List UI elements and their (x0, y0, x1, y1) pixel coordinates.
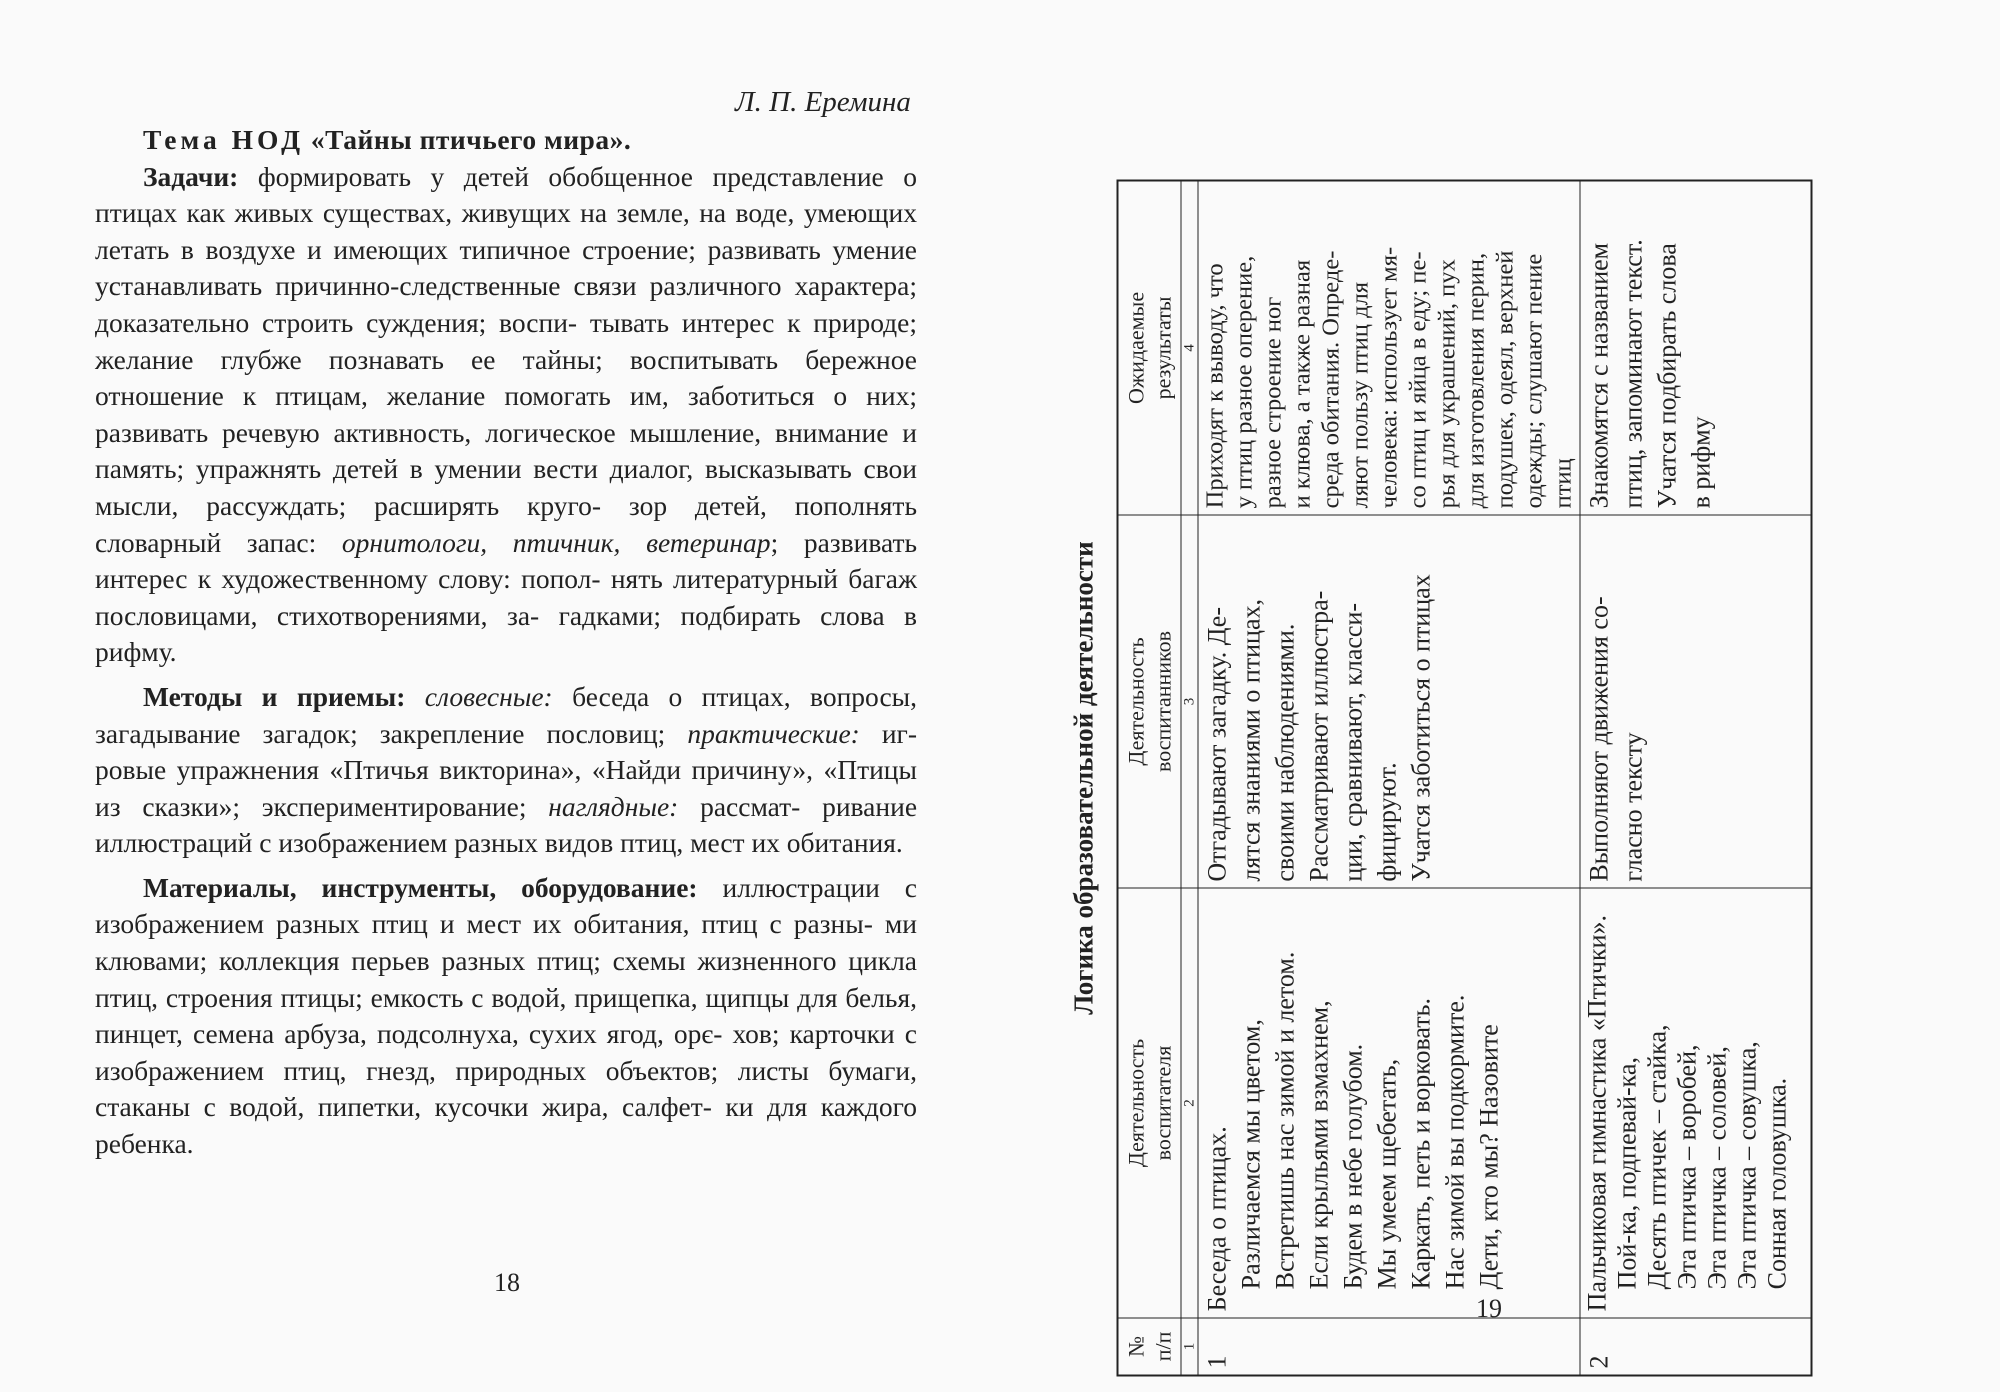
page-number-right: 19 (1476, 1294, 1502, 1323)
col-header-number: № п/п (1118, 1318, 1182, 1376)
materials-paragraph: Материалы, инструменты, оборудование: иллюстрации с изображением разных птиц и мест их обитания, птиц с разны- ми клювами; коллекция перьев разных птиц; схемы жизненного цикла птиц, строения птицы; емкость с водой, прищепка, щипцы для белья, пинцет, семена арбуза, подсолнуха, сухих ягод, орє- хов; карточки с изображением птиц, гнезд, природных объектов; листы бумаги, стаканы с водой, пипетки, кусочки жира, салфет- ки для каждого ребенка. (95, 871, 918, 1160)
table-header-row (1118, 181, 1182, 1376)
tasks-paragraph: Задачи: формировать у детей обобщенное представление о птицах как живых существах, живущих на земле, на воде, умеющих летать в воздухе и имеющих типичное строение; развивать умение устанавливать причинно-следственные связи различного характера; доказательно строить суждения; воспи- тывать интерес к природе; желание глубже познавать ее тайны; воспитывать бережное отношение к птицам, желание помогать им, заботиться о них; развивать речевую активность, логическое мышление, внимание и память; упражнять детей в умении вести диалог, высказывать свои мысли, рассуждать; расширять круго- зор детей, пополнять словарный запас: орнитологи, птичник, ветеринар; развивать интерес к художественному слову: попол- нять литературный багаж пословицами, стихотворениями, за- гадками; подбирать слова в рифму. (95, 160, 918, 668)
col-header-results: Ожидаемые результаты (1118, 181, 1182, 515)
methods-label: Методы и приемы: (143, 680, 406, 712)
author-name: Л. П. Еремина (735, 86, 911, 118)
page-number-left: 18 (494, 1268, 520, 1297)
table-row: 2 Пальчиковая гимнастика «Птички». Пой-ка, подпевай-ка, Десять птичек – стайка, Эта птичка – воробей, Эта птичка – соловей, Эта птичка – совушка, Сонная головушка. Выполняют движения со- гласно тексту Знакомятся с названием птиц, запоминают текст. Учатся подбирать слова в рифму (1580, 181, 1812, 1376)
activity-table (1117, 180, 1813, 1377)
left-page-body (95, 122, 917, 1163)
tasks-label: Задачи: (143, 160, 239, 192)
materials-label: Материалы, инструменты, оборудование: (143, 871, 698, 903)
table-row: 1 Беседа о птицах. Различаемся мы цветом, Встретишь нас зимой и летом. Если крыльями взмахнем, Будем в небе голубом. Мы умеем щебетать, Каркать, петь и ворковать. Нас зимой вы подкормите. Дети, кто мы? Назовите Отгадывают загадку. Де- лятся знаниями о птицах, своими наблюдениями. Рассматривают иллюстра- ции, сравнивают, класси- фицируют. Учатся заботиться о птицах Приходят к выводу, что у птиц разное оперение, разное строение ног и клюва, а также разная среда обитания. Опреде- ляют пользу птиц для человека: использует мя- со птиц и яйца в еду; пе- рья для украшений, пух для изготовления перин, подушек, одеял, верхней одежды; слушают пение птиц (1198, 181, 1580, 1376)
children-cell: Выполняют движения со- гласно тексту (1580, 515, 1812, 888)
table-heading: Логика образовательной деятельности (1068, 541, 1099, 1015)
column-number-row: 1 2 3 4 (1181, 181, 1198, 1376)
teacher-cell: Пальчиковая гимнастика «Птички». Пой-ка, подпевай-ка, Десять птичек – стайка, Эта птичка – воробей, Эта птичка – соловей, Эта птичка – совушка, Сонная головушка. (1580, 888, 1812, 1318)
children-cell: Отгадывают загадку. Де- лятся знаниями о птицах, своими наблюдениями. Рассматривают иллюстра- ции, сравнивают, класси- фицируют. Учатся заботиться о птицах (1198, 515, 1580, 888)
results-cell: Знакомятся с названием птиц, запоминают текст. Учатся подбирать слова в рифму (1580, 181, 1812, 515)
right-page (1000, 0, 2000, 1392)
col-header-teacher: Деятельность воспитателя (1118, 888, 1182, 1318)
col-header-children: Деятельность воспитанников (1118, 515, 1182, 888)
lesson-title: Тема НОД «Тайны птичьего мира». (143, 124, 632, 155)
teacher-cell: Беседа о птицах. Различаемся мы цветом, Встретишь нас зимой и летом. Если крыльями взмахнем, Будем в небе голубом. Мы умеем щебетать, Каркать, петь и ворковать. Нас зимой вы подкормите. Дети, кто мы? Назовите (1198, 888, 1580, 1318)
results-cell: Приходят к выводу, что у птиц разное оперение, разное строение ног и клюва, а также разная среда обитания. Опреде- ляют пользу птиц для человека: использует мя- со птиц и яйца в еду; пе- рья для украшений, пух для изготовления перин, подушек, одеял, верхней одежды; слушают пение птиц (1198, 181, 1580, 515)
methods-paragraph: Методы и приемы: словесные: беседа о птицах, вопросы, загадывание загадок; закрепление пословиц; практические: иг- ровые упражнения «Птичья викторина», «Найди причину», «Птицы из сказки»; экспериментирование; наглядные: рассмат- ривание иллюстраций с изображением разных видов птиц, мест их обитания. (95, 680, 918, 859)
rotated-table-block (1068, 180, 1831, 1377)
